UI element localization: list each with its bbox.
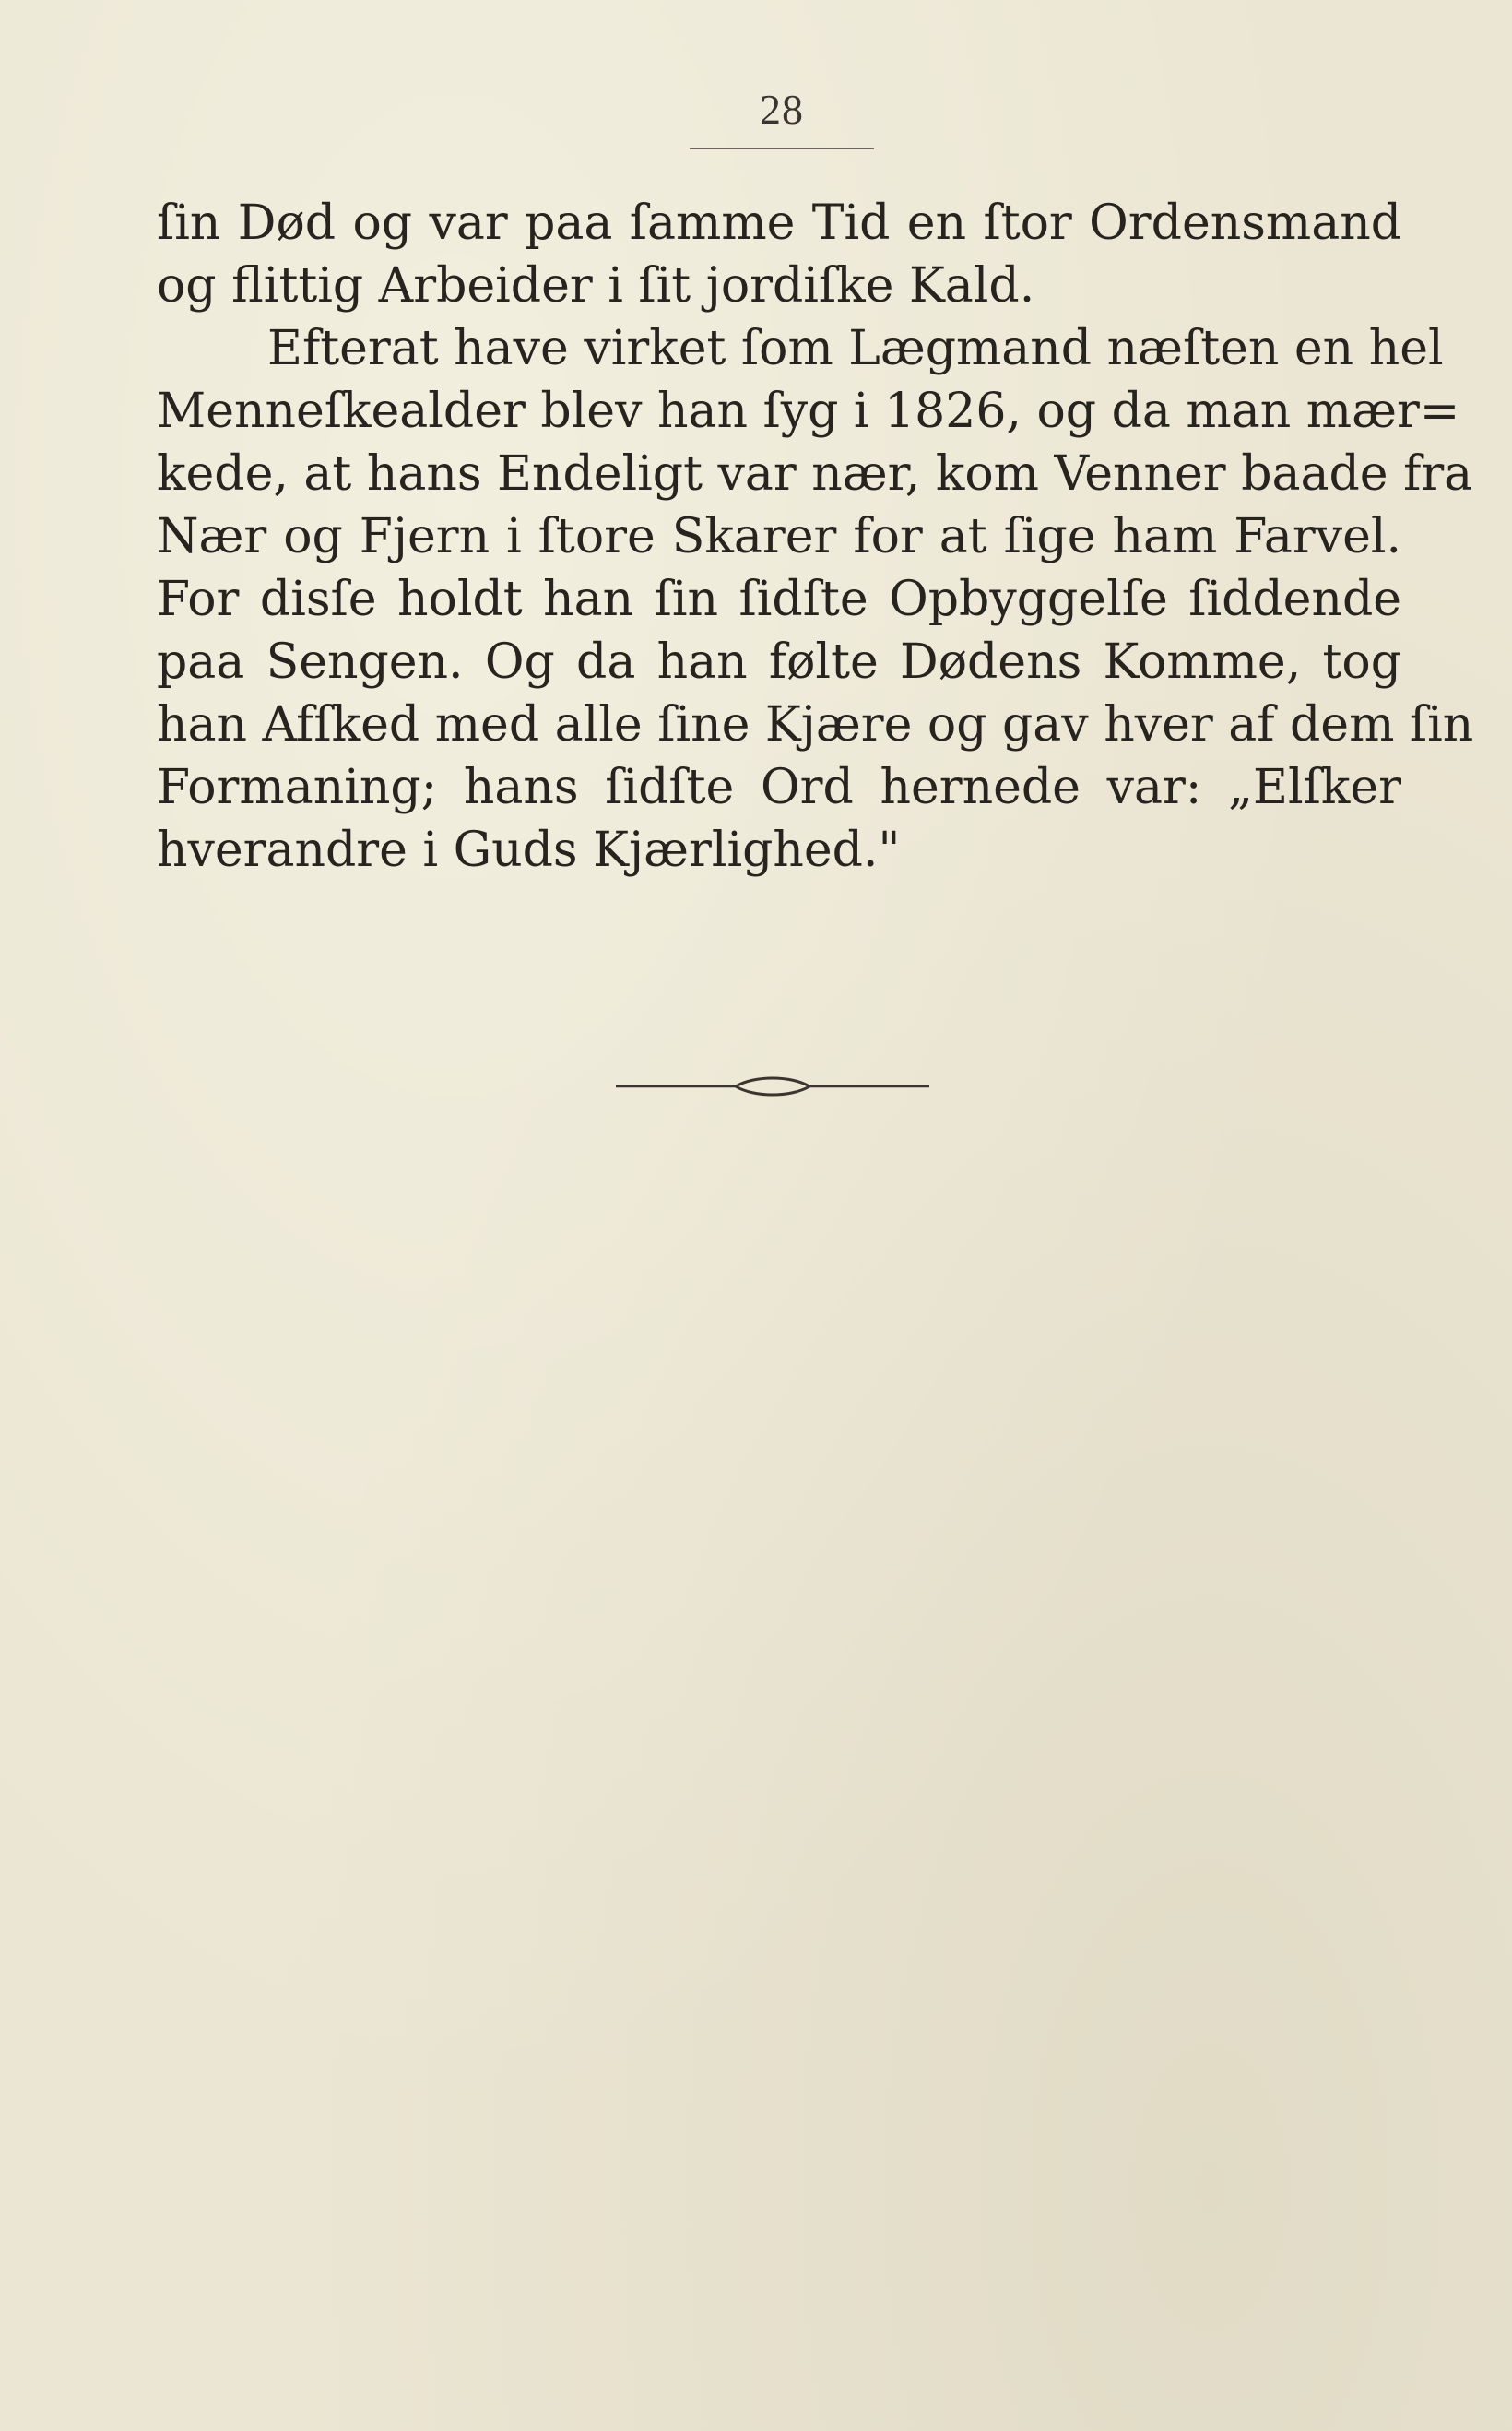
text-line: han Afſked med alle ſine Kjære og gav hver af dem ſin [157, 697, 1474, 753]
text-line: kede, at hans Endeligt var nær, kom Venner baade fra [157, 446, 1473, 502]
end-ornament-icon [616, 1068, 929, 1105]
page-number: 28 [760, 86, 804, 133]
text-line: og flittig Arbeider i ſit jordiſke Kald. [157, 258, 1035, 314]
text-line: Menneſkealder blev han ſyg i 1826, og da man mær= [157, 384, 1460, 439]
text-line: paa Sengen. Og da han følte Dødens Komme, tog [157, 634, 1401, 690]
text-line: For disſe holdt han ſin ſidſte Opbyggelſe ſiddende [157, 572, 1401, 627]
header-rule [690, 148, 874, 149]
text-line: Formaning; hans ſidſte Ord hernede var: „Elſker [157, 760, 1401, 815]
text-line: hverandre i Guds Kjærlighed." [157, 823, 901, 878]
body-text [157, 192, 1474, 882]
text-line: Nær og Fjern i ſtore Skarer for at ſige ham Farvel. [157, 509, 1401, 564]
text-line: ſin Død og var paa ſamme Tid en ſtor Ordensmand [157, 196, 1401, 251]
text-line: Efterat have virket ſom Lægmand næſten en hel [267, 321, 1444, 376]
